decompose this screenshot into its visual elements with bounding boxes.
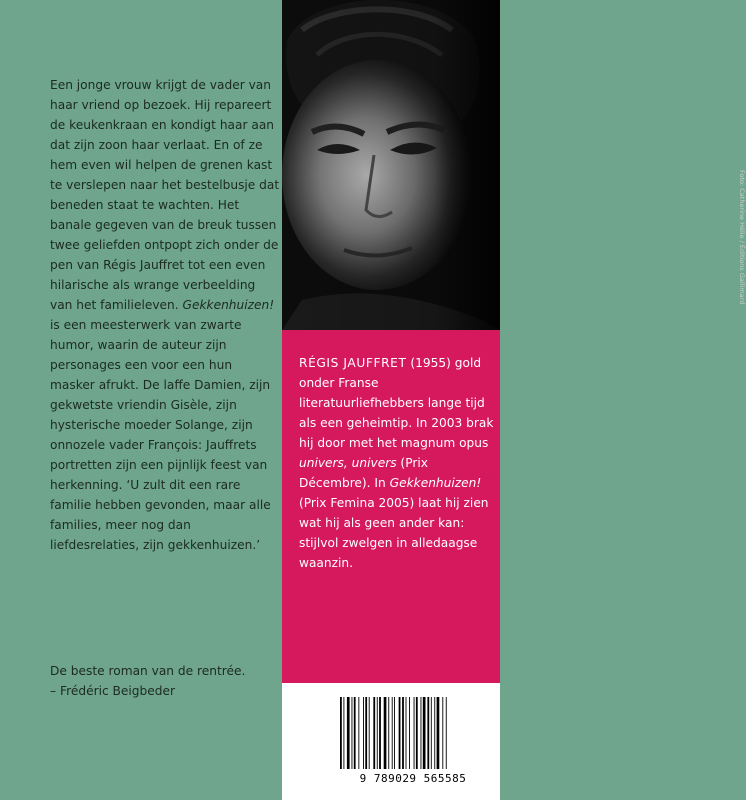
barcode-bar [437,697,440,769]
author-bio-panel [282,330,500,683]
barcode-bar [379,697,381,769]
barcode-bar [388,697,389,769]
author-bio [299,353,495,573]
barcode-bar [431,697,432,769]
barcode-bar [421,697,422,769]
barcode-bar [446,697,447,769]
bio-book-title-2: Gekkenhuizen! [389,476,482,490]
barcode-bar [352,697,353,769]
barcode-bar [363,697,364,769]
isbn-barcode [338,697,488,769]
barcode-bar [427,697,429,769]
barcode-bar [442,697,443,769]
barcode-bar [358,697,359,769]
author-photo [282,0,746,330]
bio-text-3: (Prix Femina 2005) laat hij zien wat hij als geen ander kan: stijlvol zwelgen in alledaagse waanzin. [299,496,489,570]
barcode-bar [373,697,375,769]
quote-attribution: – Frédéric Beigbeder [50,684,175,698]
barcode-bar [434,697,435,769]
barcode-bar [365,697,367,769]
blurb-book-title: Gekkenhuizen! [182,298,275,312]
barcode-bar [392,697,393,769]
review-quote [50,661,280,701]
barcode-panel [282,683,500,800]
bio-text-1: (1955) gold onder Franse literatuurliefhebbers lange tijd als een geheimtip. In 2003 brak hij door met het magnum opus [299,356,494,450]
barcode-bar [340,697,342,769]
blurb-text [50,75,280,555]
barcode-bar [406,697,407,769]
author-portrait-image [282,0,500,330]
isbn-number: 9 789029 565585 [359,772,467,785]
barcode-bar [377,697,378,769]
quote-text: De beste roman van de rentrée. [50,664,246,678]
blurb-paragraph-1: Een jonge vrouw krijgt de vader van haar vriend op bezoek. Hij repareert de keukenkraan en kondigt haar aan dat zijn zoon haar verlaat. En of ze hem even wil helpen de grenen kast te verslepen naar het bestelbusje dat beneden staat te wachten. Het banale gegeven van de breuk tussen twee geliefden ontpopt zich onder de pen van Régis Jauffret tot een even hilarische als wrange verbeelding van het familieleven. [50,78,280,312]
back-cover-left-panel [0,0,282,800]
barcode-bar [384,697,387,769]
barcode-bar [369,697,370,769]
barcode-bar [402,697,404,769]
author-name: RÉGIS JAUFFRET [299,356,407,370]
barcode-bar [414,697,415,769]
bio-text-2: (Prix Décembre). In [299,456,428,490]
barcode-bar [354,697,356,769]
barcode-bar [416,697,418,769]
barcode-bar [343,697,344,769]
bio-book-title-1: univers, univers [299,456,397,470]
photo-credit: Foto: Catherine Hélie / Éditions Gallimard [738,170,746,305]
barcode-bar [347,697,350,769]
barcode-bar [394,697,395,769]
barcode-bar [409,697,410,769]
blurb-paragraph-2: is een meesterwerk van zwarte humor, waarin de auteur zijn personages een voor een hun masker afrukt. De laffe Damien, zijn gekwetste vriendin Gisèle, zijn hysterische moeder Solange, zijn onnozele vader François: Jauffrets portretten zijn een pijnlijk feest van herkenning. ‘U zult dit een rare familie hebben gevonden, maar alle families, meer nog dan liefdesrelaties, zijn gekkenhuizen.’ [50,318,271,552]
barcode-bar [399,697,401,769]
barcode-bar [423,697,426,769]
